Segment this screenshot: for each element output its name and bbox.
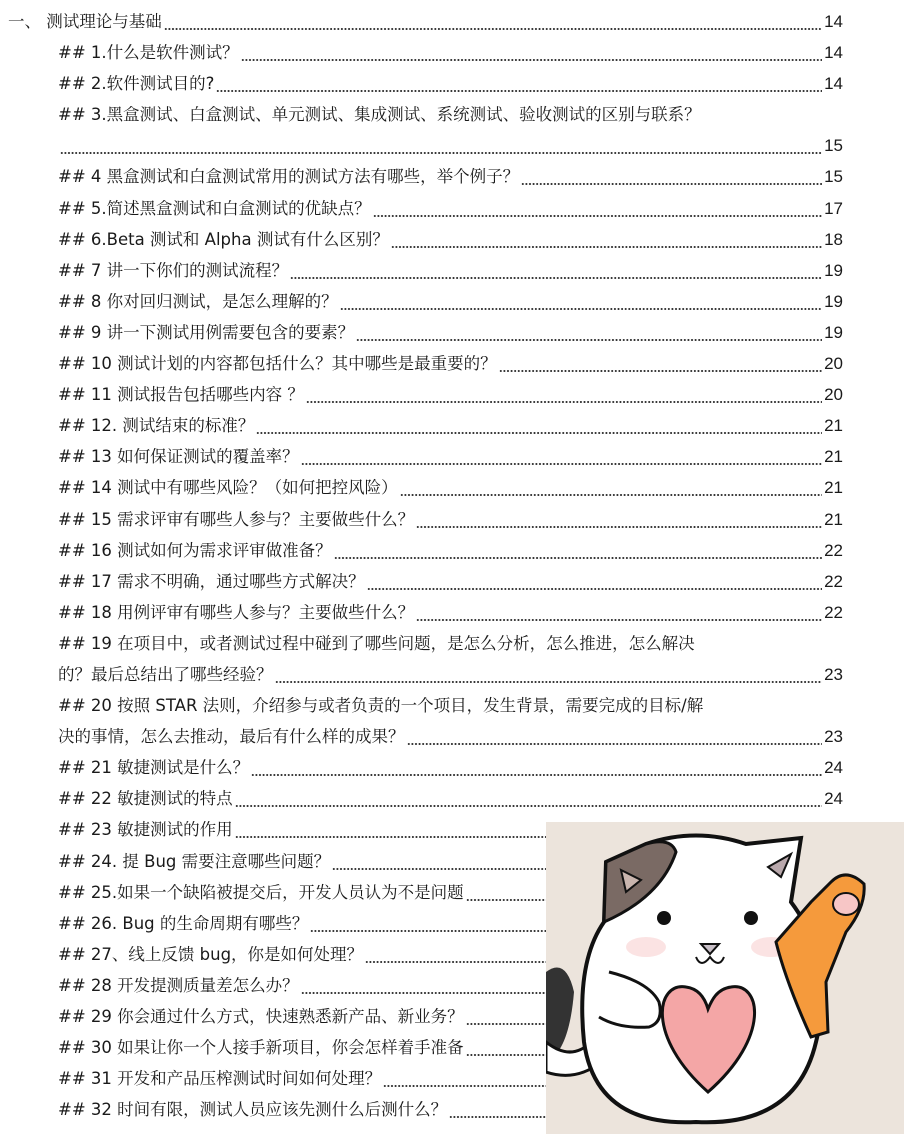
toc-entry-title: ## 28 开发提测质量差怎么办？ — [58, 975, 299, 995]
toc-page-number: 21 — [824, 509, 843, 529]
dot-leader — [400, 472, 822, 503]
dot-leader — [290, 255, 822, 286]
toc-entry-title: ## 9 讲一下测试用例需要包含的要素？ — [58, 322, 355, 342]
toc-entry-title: ## 4 黑盒测试和白盒测试常用的测试方法有哪些，举个例子？ — [58, 167, 520, 187]
toc-entry[interactable] — [0, 255, 843, 286]
toc-entry[interactable] — [0, 410, 843, 441]
toc-entry-title: ## 8 你对回归测试，是怎么理解的？ — [58, 291, 338, 311]
toc-entry-title: ## 15 需求评审有哪些人参与？主要做些什么？ — [58, 509, 415, 529]
toc-entry[interactable] — [0, 130, 843, 161]
toc-entry[interactable] — [0, 659, 843, 690]
toc-entry-title: ## 3.黑盒测试、白盒测试、单元测试、集成测试、系统测试、验收测试的区别与联系？ — [58, 105, 701, 125]
toc-entry[interactable] — [0, 441, 843, 472]
toc-page-number: 24 — [824, 789, 843, 809]
toc-entry-title: ## 31 开发和产品压榨测试时间如何处理？ — [58, 1069, 382, 1089]
toc-entry[interactable] — [0, 628, 843, 659]
dot-leader — [356, 317, 822, 348]
dot-leader — [499, 348, 822, 379]
toc-entry-title: ## 23 敏捷测试的作用 — [58, 820, 233, 840]
toc-page-number: 20 — [824, 385, 843, 405]
toc-entry-title: ## 14 测试中有哪些风险？（如何把控风险） — [58, 478, 398, 498]
toc-page-number: 19 — [824, 291, 843, 311]
toc-page-number: 23 — [824, 727, 843, 747]
toc-entry-title: ## 5.简述黑盒测试和白盒测试的优缺点？ — [58, 198, 371, 218]
toc-entry[interactable] — [0, 690, 843, 721]
toc-entry[interactable] — [0, 317, 843, 348]
toc-entry-title: ## 18 用例评审有哪些人参与？主要做些什么？ — [58, 602, 415, 622]
dot-leader — [340, 286, 822, 317]
toc-entry-title: ## 32 时间有限，测试人员应该先测什么后测什么？ — [58, 1100, 448, 1120]
toc-entry[interactable] — [0, 348, 843, 379]
toc-entry-title: ## 12. 测试结束的标准？ — [58, 416, 255, 436]
dot-leader — [521, 161, 822, 192]
toc-entry-title: ## 20 按照 STAR 法则，介绍参与或者负责的一个项目，发生背景，需要完成的目标/解 — [58, 696, 704, 716]
toc-entry-title: ## 13 如何保证测试的覆盖率？ — [58, 447, 299, 467]
toc-entry[interactable] — [0, 597, 843, 628]
dot-leader — [164, 6, 822, 37]
toc-entry-title: ## 19 在项目中，或者测试过程中碰到了哪些问题，是怎么分析，怎么推进，怎么解决 — [58, 633, 695, 653]
toc-entry-title: ## 26. Bug 的生命周期有哪些？ — [58, 913, 309, 933]
dot-leader — [367, 566, 822, 597]
toc-page-number: 22 — [824, 540, 843, 560]
toc-entry-title: 的？最后总结出了哪些经验？ — [58, 664, 273, 684]
toc-page-number: 18 — [824, 229, 843, 249]
toc-entry[interactable] — [0, 566, 843, 597]
toc-entry[interactable] — [0, 752, 843, 783]
toc-entry-title: 决的事情，怎么去推动，最后有什么样的成果？ — [58, 727, 405, 747]
dot-leader — [416, 504, 822, 535]
toc-entry[interactable] — [0, 224, 843, 255]
toc-entry-title: ## 21 敏捷测试是什么？ — [58, 758, 250, 778]
dot-leader — [60, 130, 822, 161]
toc-entry-title: ## 22 敏捷测试的特点 — [58, 789, 233, 809]
toc-entry[interactable] — [0, 193, 843, 224]
toc-entry[interactable] — [0, 68, 843, 99]
dot-leader — [391, 224, 822, 255]
dot-leader — [407, 721, 823, 752]
toc-heading-title: 一、 测试理论与基础 — [8, 12, 162, 31]
dot-leader — [251, 752, 822, 783]
toc-entry-title: ## 11 测试报告包括哪些内容 ？ — [58, 385, 304, 405]
toc-entry-title: ## 7 讲一下你们的测试流程？ — [58, 260, 289, 280]
toc-page-number: 19 — [824, 260, 843, 280]
toc-entry-title: ## 25.如果一个缺陷被提交后，开发人员认为不是问题 — [58, 882, 464, 902]
dot-leader — [373, 193, 822, 224]
toc-entry-title: ## 17 需求不明确，通过哪些方式解决？ — [58, 571, 365, 591]
toc-entry-title: ## 24. 提 Bug 需要注意哪些问题？ — [58, 851, 331, 871]
waving-cat-sticker-icon — [546, 822, 904, 1134]
dot-leader — [216, 68, 822, 99]
toc-entry[interactable] — [0, 286, 843, 317]
toc-entry-title: ## 30 如果让你一个人接手新项目，你会怎样着手准备 — [58, 1038, 464, 1058]
toc-entry[interactable] — [0, 99, 843, 130]
toc-entry-title: ## 1.什么是软件测试？ — [58, 43, 239, 63]
toc-entry-title: ## 29 你会通过什么方式，快速熟悉新产品、新业务？ — [58, 1007, 464, 1026]
toc-entry[interactable] — [0, 37, 843, 68]
toc-entry[interactable] — [0, 379, 843, 410]
toc-page-number: 14 — [824, 43, 843, 63]
dot-leader — [334, 535, 822, 566]
toc-page-number: 14 — [824, 12, 843, 31]
toc-page-number: 14 — [824, 74, 843, 94]
toc-page-number: 20 — [824, 354, 843, 374]
toc-page-number: 23 — [824, 664, 843, 684]
toc-page-number: 22 — [824, 571, 843, 591]
toc-entry-title: ## 10 测试计划的内容都包括什么？其中哪些是最重要的？ — [58, 354, 497, 374]
toc-entry[interactable] — [0, 472, 843, 503]
toc-entry-title: ## 6.Beta 测试和 Alpha 测试有什么区别？ — [58, 229, 389, 249]
toc-entry[interactable] — [0, 161, 843, 192]
toc-entry-title: ## 27、线上反馈 bug，你是如何处理？ — [58, 944, 364, 964]
toc-page-number: 17 — [824, 198, 843, 218]
toc-entry-title: ## 2.软件测试目的? — [58, 74, 215, 94]
toc-heading[interactable] — [0, 6, 843, 37]
toc-entry[interactable] — [0, 504, 843, 535]
dot-leader — [241, 37, 822, 68]
toc-entry-title: ## 16 测试如何为需求评审做准备？ — [58, 540, 332, 560]
toc-page-number: 22 — [824, 602, 843, 622]
dot-leader — [306, 379, 822, 410]
toc-entry[interactable] — [0, 535, 843, 566]
dot-leader — [275, 659, 823, 690]
toc-page-number: 15 — [824, 167, 843, 187]
dot-leader — [256, 410, 822, 441]
toc-page-number: 21 — [824, 416, 843, 436]
dot-leader — [235, 783, 822, 814]
toc-page-number: 19 — [824, 322, 843, 342]
dot-leader — [301, 441, 822, 472]
toc-page-number: 21 — [824, 447, 843, 467]
dot-leader — [416, 597, 822, 628]
toc-entry[interactable] — [0, 783, 843, 814]
toc-page-number: 21 — [824, 478, 843, 498]
toc-page-number: 15 — [824, 136, 843, 156]
toc-page-number: 24 — [824, 758, 843, 778]
toc-entry[interactable] — [0, 721, 843, 752]
